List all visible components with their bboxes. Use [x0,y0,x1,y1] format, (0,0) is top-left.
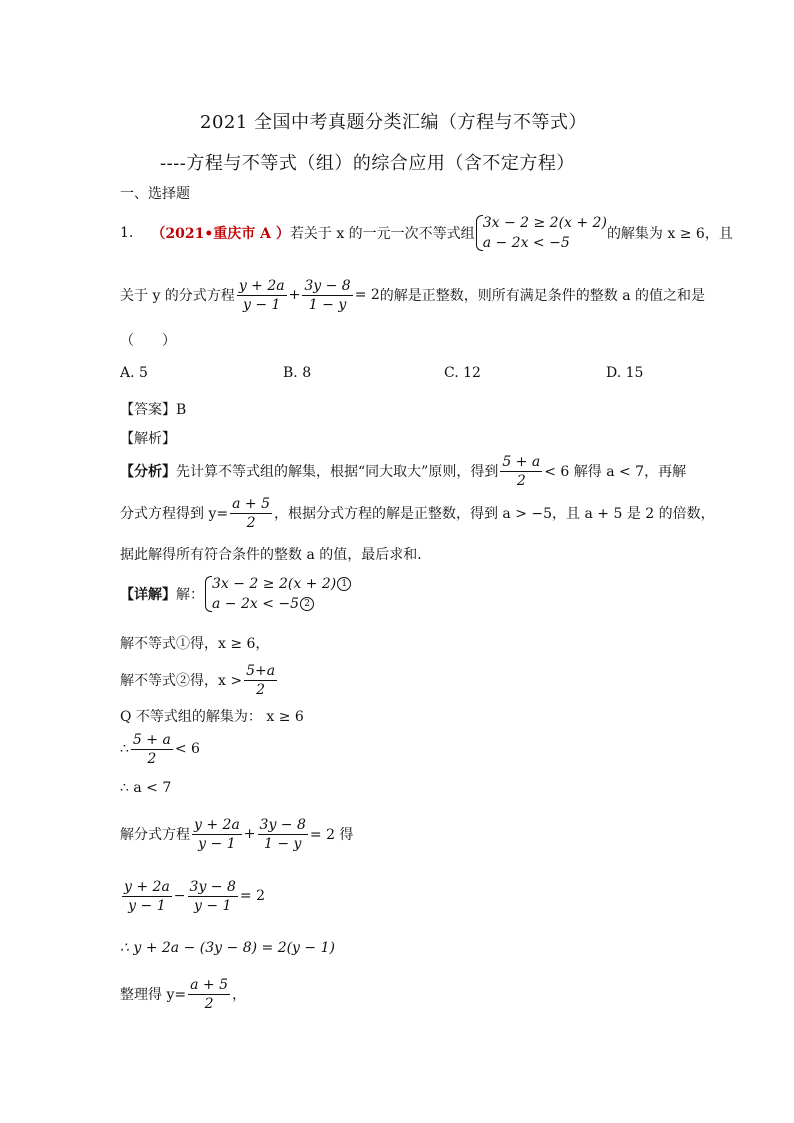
step-4-therefore: ∴ [120,741,129,757]
step-2-text: 解不等式②得，x > [120,673,243,689]
answer-paren: （ ） [120,333,176,349]
page-title: 2021 全国中考真题分类汇编（方程与不等式） [200,112,588,133]
step-6-text-b: = 2 得 [309,827,354,843]
question-stem-suffix: 的解集为 x ≥ 6，且 [606,226,733,242]
step-9-denominator: 2 [204,995,214,1012]
option-d: D. 15 [606,365,644,381]
fenxi-text-a: 先计算不等式组的解集，根据“同大取大”原则，得到 [176,464,499,480]
fenxi-fraction-numerator: 5 + a [502,453,541,470]
detail-inequality-system [204,574,351,614]
detail-label: 【详解】 [120,587,176,603]
step-7-text-b: = 2 [239,888,265,904]
step-6-text-a: 解分式方程 [120,827,190,843]
system-line-1: 3x − 2 ≥ 2(x + 2) [482,215,607,231]
step-8: ∴ y + 2a − (3y − 8) = 2(y − 1) [120,940,335,956]
detail-jie: 解： [176,587,204,603]
fraction-2-denominator: 1 − y [308,296,347,313]
fenxi-fraction [500,453,542,490]
question-source: （2021•重庆市 A ） [151,226,290,242]
fenxi-fraction-2 [230,495,272,532]
detail-sys-1 [212,574,351,594]
step-2-numerator: 5+a [246,662,276,679]
fenxi-fraction-2-numerator: a + 5 [232,495,270,512]
option-b: B. 8 [283,365,312,381]
step-7-fraction-1 [122,878,172,915]
step-6-denominator-1: y − 1 [198,835,236,852]
equals-two: = 2 [354,287,380,303]
step-2-fraction [244,662,277,699]
detail-system-line [120,572,351,616]
step-6-denominator-2: 1 − y [263,835,302,852]
analysis-label: 【解析】 [120,431,176,447]
fenxi-fraction-2-denominator: 2 [246,514,256,531]
question-stem-prefix: 若关于 x 的一元一次不等式组 [289,226,475,242]
section-heading: 一、选择题 [120,186,190,202]
step-6-numerator-2: 3y − 8 [259,816,306,833]
step-6 [120,812,353,856]
question-line-2 [120,272,705,318]
fraction-1 [237,277,287,314]
fraction-1-denominator: y − 1 [242,296,281,313]
option-a: A. 5 [120,365,148,381]
step-9-numerator: a + 5 [190,976,228,993]
step-4-denominator: 2 [147,750,157,767]
step-6-fraction-1 [192,816,242,853]
detail-sys-2 [212,594,351,614]
step-4-post: < 6 [174,741,200,757]
step-1: 解不等式①得，x ≥ 6， [120,636,270,652]
fenxi-line2-a: 分式方程得到 y= [120,506,229,522]
fenxi-line2-b: ，根据分式方程的解是正整数，得到 a > −5，且 a + 5 是 2 的倍数， [273,506,715,522]
step-7-denominator-2: y − 1 [193,897,232,914]
detail-sys-2-text: a − 2x < −5 [212,596,300,612]
step-6-numerator-1: y + 2a [194,816,240,833]
fraction-1-numerator: y + 2a [238,277,285,294]
step-9-fraction [188,976,230,1013]
line2-suffix: 的解是正整数，则所有满足条件的整数 a 的值之和是 [379,288,706,304]
step-7-denominator-1: y − 1 [128,897,166,914]
page-subtitle: ----方程与不等式（组）的综合应用（含不定方程） [160,153,575,174]
fenxi-text-b: < 6 解得 a < 7，再解 [544,464,687,480]
step-2-denominator: 2 [256,681,266,698]
fenxi-label: 【分析】 [120,464,176,480]
step-5: ∴ a < 7 [120,780,172,796]
step-6-fraction-2 [258,816,308,853]
line2-prefix: 关于 y 的分式方程 [120,288,235,304]
step-3: Q 不等式组的解集为： x ≥ 6 [120,709,304,725]
step-4 [120,728,200,770]
step-7-minus: − [173,888,186,904]
system-line-2: a − 2x < −5 [482,235,570,251]
step-7-fraction-2 [188,878,238,915]
plus-sign: + [288,287,301,303]
step-6-plus: + [243,826,256,842]
circled-mark-2: 2 [300,597,314,611]
fenxi-fraction-denominator: 2 [516,472,526,489]
circled-mark-1: 1 [337,577,351,591]
step-7-numerator-2: 3y − 8 [189,878,236,895]
step-7 [120,874,265,918]
fenxi-line-1 [120,450,686,492]
step-9-text-b: ， [231,987,246,1003]
fraction-2-numerator: 3y − 8 [304,277,351,294]
step-9 [120,972,246,1016]
inequality-system [475,213,607,253]
step-4-fraction [131,731,173,768]
option-c: C. 12 [444,365,481,381]
fraction-2 [302,277,352,314]
detail-sys-1-text: 3x − 2 ≥ 2(x + 2) [212,576,337,592]
fenxi-line-2 [120,492,715,534]
fenxi-line-3: 据此解得所有符合条件的整数 a 的值，最后求和． [120,547,432,563]
question-stem [120,210,733,256]
question-number: 1. [120,225,134,241]
step-9-text-a: 整理得 y= [120,987,187,1003]
answer-label: 【答案】B [120,402,187,418]
step-4-numerator: 5 + a [132,731,171,748]
step-2 [120,660,279,700]
step-7-numerator-1: y + 2a [124,878,170,895]
